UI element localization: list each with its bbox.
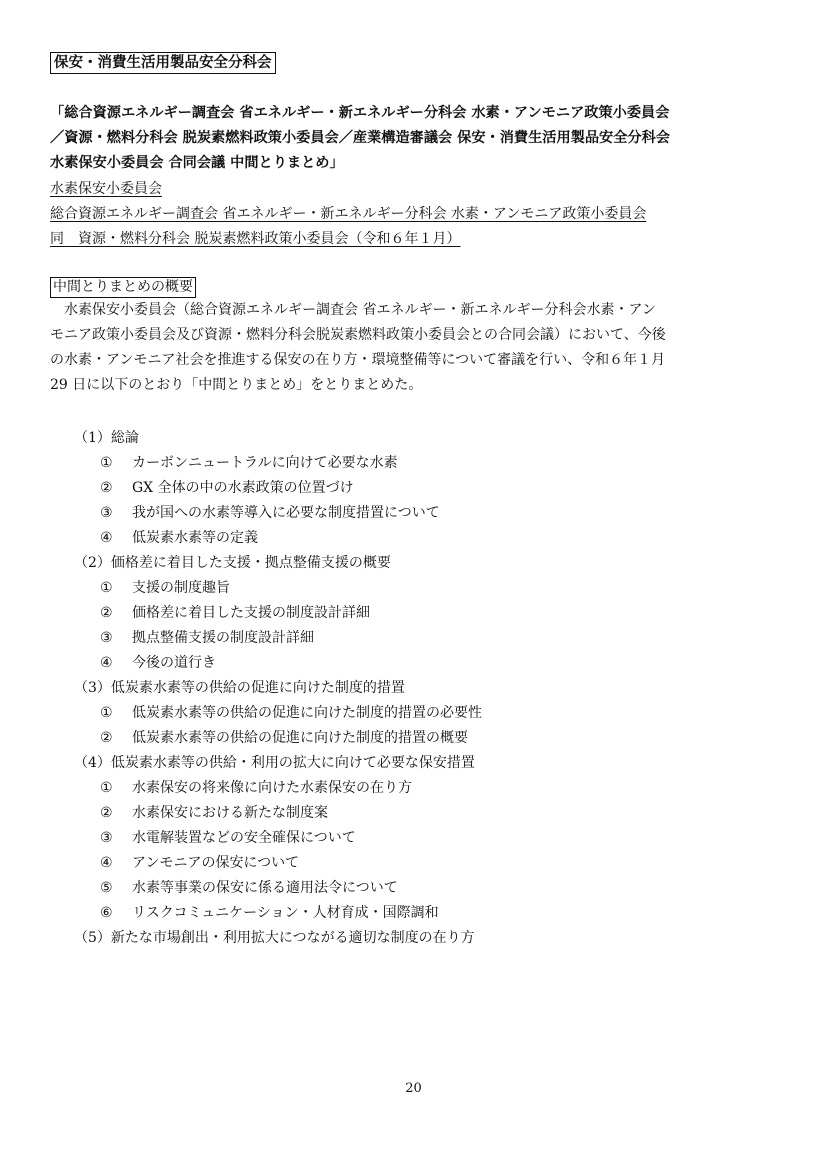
toc-subitem xyxy=(74,576,482,601)
toc-subitem xyxy=(74,501,482,526)
toc-subitem-number: ③ xyxy=(100,830,113,846)
toc-subitem xyxy=(74,876,482,901)
toc-subitem-text: 支援の制度趣旨 xyxy=(132,580,230,596)
summary-line: モニア政策小委員会及び資源・燃料分科会脱炭素燃料政策小委員会との合同会議）において、今後 xyxy=(50,327,666,343)
toc-subitem-text: 拠点整備支援の制度設計詳細 xyxy=(132,630,314,646)
toc-subitem-text: 水電解装置などの安全確保について xyxy=(132,830,356,846)
toc-subitem-text: 低炭素水素等の供給の促進に向けた制度的措置の概要 xyxy=(132,730,468,746)
toc-section-heading: （2）価格差に着目した支援・拠点整備支援の概要 xyxy=(74,555,391,571)
toc-section-heading: （5）新たな市場創出・利用拡大につながる適切な制度の在り方 xyxy=(74,930,475,946)
toc-subitem-text: 価格差に着目した支援の制度設計詳細 xyxy=(132,605,370,621)
toc-subitem-text: GX 全体の中の水素政策の位置づけ xyxy=(132,480,354,496)
toc-section-heading: （4）低炭素水素等の供給・利用の拡大に向けて必要な保安措置 xyxy=(74,755,475,771)
toc-subitem-text: 低炭素水素等の定義 xyxy=(132,530,258,546)
committee-list xyxy=(50,177,646,252)
toc-subitem xyxy=(74,826,482,851)
page-number: 20 xyxy=(405,1081,422,1096)
toc-subitem xyxy=(74,801,482,826)
toc-subitem-number: ④ xyxy=(100,655,113,671)
toc-subitem-text: 水素保安の将来像に向けた水素保安の在り方 xyxy=(132,780,412,796)
toc-subitem-number: ① xyxy=(100,780,113,796)
toc-subitem-number: ① xyxy=(100,580,113,596)
toc-subitem xyxy=(74,901,482,926)
report-title-line: 「総合資源エネルギー調査会 省エネルギー・新エネルギー分科会 水素・アンモニア政策小委員会 xyxy=(50,105,670,121)
toc-subitem xyxy=(74,651,482,676)
toc-subitem xyxy=(74,851,482,876)
report-title xyxy=(50,101,785,176)
toc-subitem-text: 今後の道行き xyxy=(132,655,216,671)
toc-subitem-text: 水素等事業の保安に係る適用法令について xyxy=(132,880,398,896)
toc-section-heading: （3）低炭素水素等の供給の促進に向けた制度的措置 xyxy=(74,680,405,696)
toc-subitem xyxy=(74,701,482,726)
report-title-line: 水素保安小委員会 合同会議 中間とりまとめ」 xyxy=(50,155,344,171)
toc-subitem-number: ⑥ xyxy=(100,905,113,921)
toc-subitem-number: ② xyxy=(100,805,113,821)
summary-line: の水素・アンモニア社会を推進する保安の在り方・環境整備等について審議を行い、令和６年１月 xyxy=(50,352,666,368)
toc-subitem-number: ③ xyxy=(100,630,113,646)
toc-subitem xyxy=(74,451,482,476)
toc-subitem xyxy=(74,776,482,801)
toc-subitem-number: ② xyxy=(100,605,113,621)
toc-subitem-number: ④ xyxy=(100,855,113,871)
toc-subitem xyxy=(74,601,482,626)
toc-subitem-text: アンモニアの保安について xyxy=(132,855,300,871)
committee-name: 総合資源エネルギー調査会 省エネルギー・新エネルギー分科会 水素・アンモニア政策小委員会 xyxy=(50,206,647,222)
toc-subitem-number: ① xyxy=(100,455,113,471)
report-title-line: ／資源・燃料分科会 脱炭素燃料政策小委員会／産業構造審議会 保安・消費生活用製品安全分科会 xyxy=(50,130,670,146)
toc-subitem-number: ④ xyxy=(100,530,113,546)
committee-name: 水素保安小委員会 xyxy=(50,181,162,197)
toc-subitem xyxy=(74,476,482,501)
summary-paragraph xyxy=(50,298,780,398)
toc-subitem-number: ⑤ xyxy=(100,880,113,896)
toc-section-heading: （1）総論 xyxy=(74,430,139,446)
committee-name: 同 資源・燃料分科会 脱炭素燃料政策小委員会（令和６年１月） xyxy=(50,231,461,247)
toc-subitem-number: ② xyxy=(100,730,113,746)
toc-subitem-text: 我が国への水素等導入に必要な制度措置について xyxy=(132,505,440,521)
toc-subitem-number: ③ xyxy=(100,505,113,521)
toc-subitem-text: 低炭素水素等の供給の促進に向けた制度的措置の必要性 xyxy=(132,705,482,721)
table-of-contents xyxy=(74,426,482,951)
toc-subitem-text: 水素保安における新たな制度案 xyxy=(132,805,328,821)
toc-subitem xyxy=(74,626,482,651)
toc-subitem-number: ② xyxy=(100,480,113,496)
summary-line: 29 日に以下のとおり「中間とりまとめ」をとりまとめた。 xyxy=(50,377,423,393)
section-label-box: 保安・消費生活用製品安全分科会 xyxy=(50,52,276,74)
toc-subitem-text: カーボンニュートラルに向けて必要な水素 xyxy=(132,455,398,471)
summary-label-box: 中間とりまとめの概要 xyxy=(50,277,196,298)
toc-subitem xyxy=(74,526,482,551)
toc-subitem xyxy=(74,726,482,751)
toc-subitem-number: ① xyxy=(100,705,113,721)
toc-subitem-text: リスクコミュニケーション・人材育成・国際調和 xyxy=(132,905,439,921)
summary-line: 水素保安小委員会（総合資源エネルギー調査会 省エネルギー・新エネルギー分科会水素・アン xyxy=(64,302,656,318)
